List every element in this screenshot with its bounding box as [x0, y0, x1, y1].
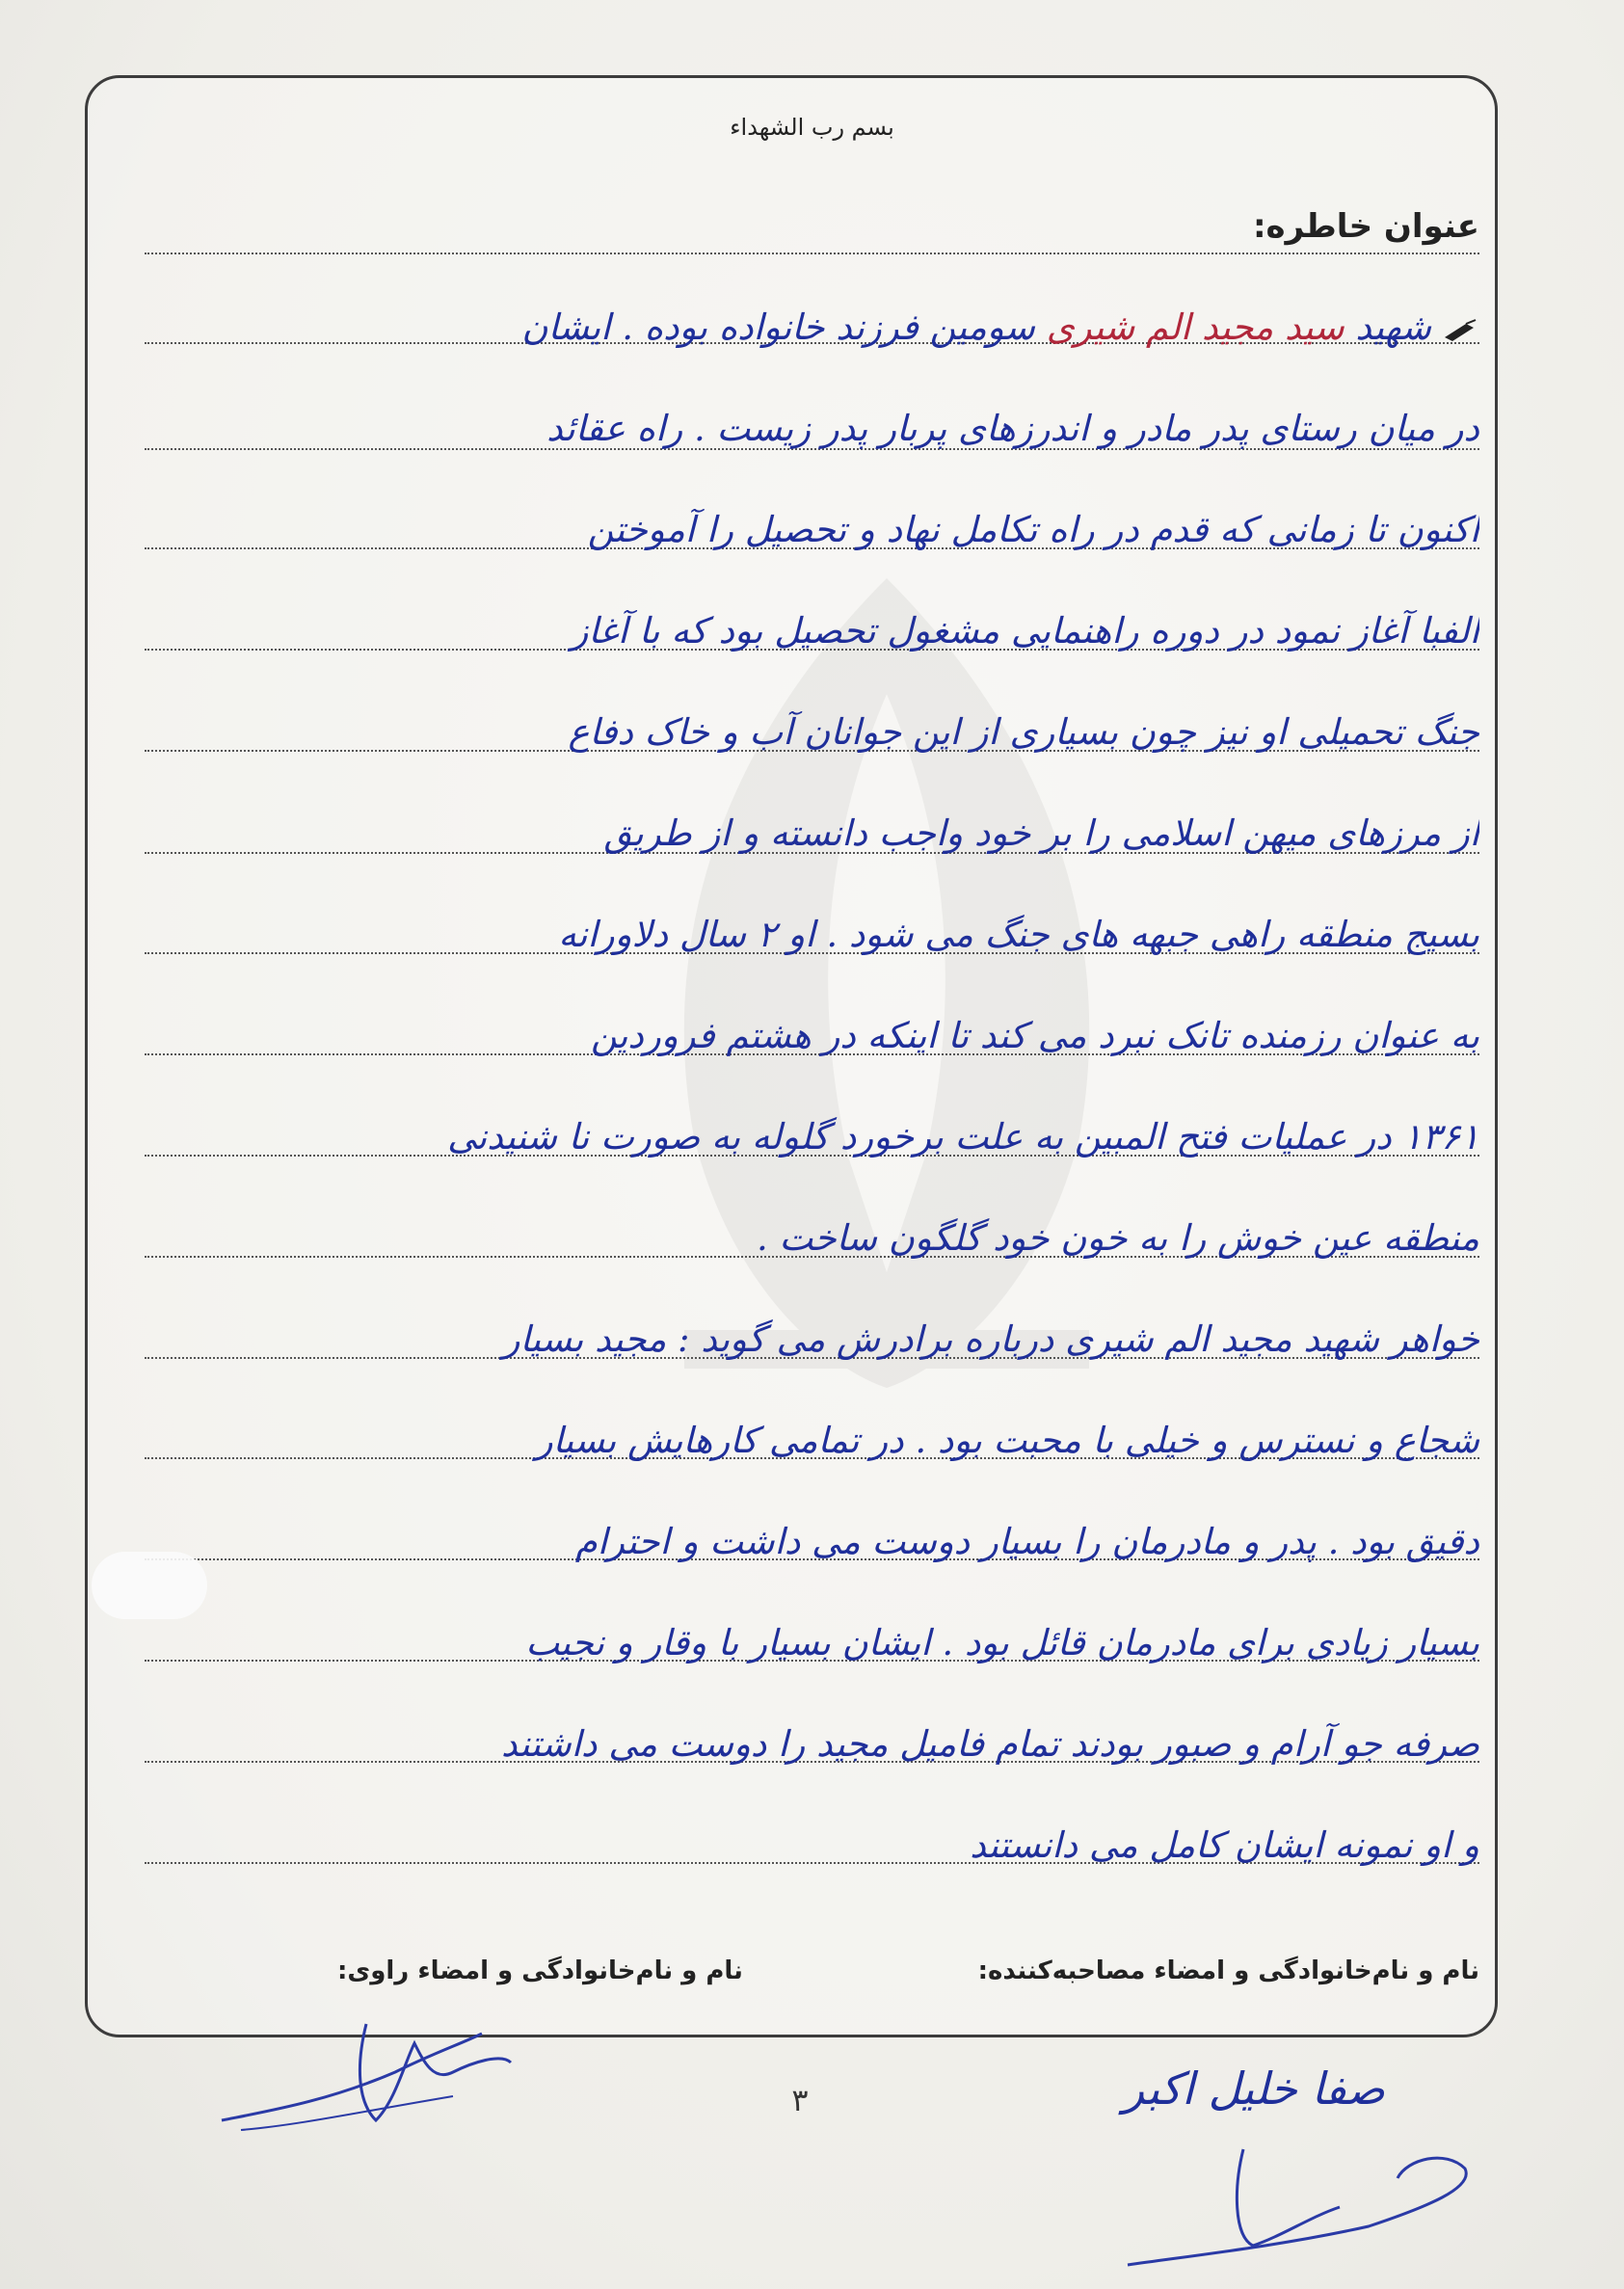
memoir-line: صرفه جو آرام و صبور بودند تمام فامیل مجید را دوست می داشتند	[501, 1723, 1479, 1765]
memoir-line: الفبا آغاز نمود در دوره راهنمایی مشغول تحصیل بود که با آغاز	[571, 610, 1479, 652]
memoir-line: از مرزهای میهن اسلامی را بر خود واجب دانسته و از طریق	[603, 812, 1479, 854]
page-number: ۳	[791, 2082, 809, 2118]
basmala-heading: بسم رب الشهداء	[730, 114, 894, 141]
interviewer-handwritten-name: صفا خلیل اکبر	[1123, 2063, 1385, 2115]
memoir-line: خواهر شهید مجید الم شیری درباره برادرش می گوید : مجید بسیار	[502, 1318, 1479, 1360]
memoir-line: بسیار زیادی برای مادرمان قائل بود . ایشان بسیار با وقار و نجیب	[525, 1622, 1479, 1664]
memoir-line: به عنوان رزمنده تانک نبرد می کند تا اینکه در هشتم فروردین	[590, 1015, 1479, 1056]
memoir-line: منطقه عین خوش را به خون خود گلگون ساخت .	[756, 1217, 1479, 1259]
memoir-line: و او نمونه ایشان کامل می دانستند	[970, 1824, 1479, 1866]
memoir-title-label: عنوان خاطره:	[1252, 207, 1479, 246]
memoir-line: دقیق بود . پدر و مادرمان را بسیار دوست می داشت و احترام	[574, 1521, 1479, 1562]
narrator-signature	[212, 2005, 520, 2140]
correction-blot	[92, 1552, 207, 1619]
narrator-signature-label: نام و نام‌خانوادگی و امضاء راوی:	[337, 1956, 743, 1985]
ruled-line	[145, 253, 1479, 254]
memoir-line: جنگ تحمیلی او نیز چون بسیاری از این جوانان آب و خاک دفاع	[568, 711, 1479, 753]
pen-icon	[1441, 318, 1479, 343]
memoir-line: بسیج منطقه راهی جبهه های جنگ می شود . او ۲ سال دلاورانه	[558, 914, 1479, 955]
memoir-line: شهید سید مجید الم شیری سومین فرزند خانواده بوده . ایشان	[149, 306, 1479, 348]
memoir-line: در میان رستای پدر مادر و اندرزهای پربار پدر زیست . راه عقائد	[546, 408, 1479, 449]
interviewer-signature-label: نام و نام‌خانوادگی و امضاء مصاحبه‌کننده:	[977, 1956, 1479, 1985]
memoir-line: ۱۳۶۱ در عملیات فتح المبین به علت برخورد گلوله به صورت نا شنیدنی	[447, 1116, 1479, 1158]
memoir-line: اکنون تا زمانی که قدم در راه تکامل نهاد و تحصیل را آموختن	[587, 509, 1479, 550]
martyr-name: سید مجید الم شیری	[1046, 306, 1344, 348]
memoir-line: شجاع و نسترس و خیلی با محبت بود . در تمامی کارهایش بسیار	[535, 1420, 1479, 1461]
interviewer-signature	[1118, 2130, 1484, 2275]
